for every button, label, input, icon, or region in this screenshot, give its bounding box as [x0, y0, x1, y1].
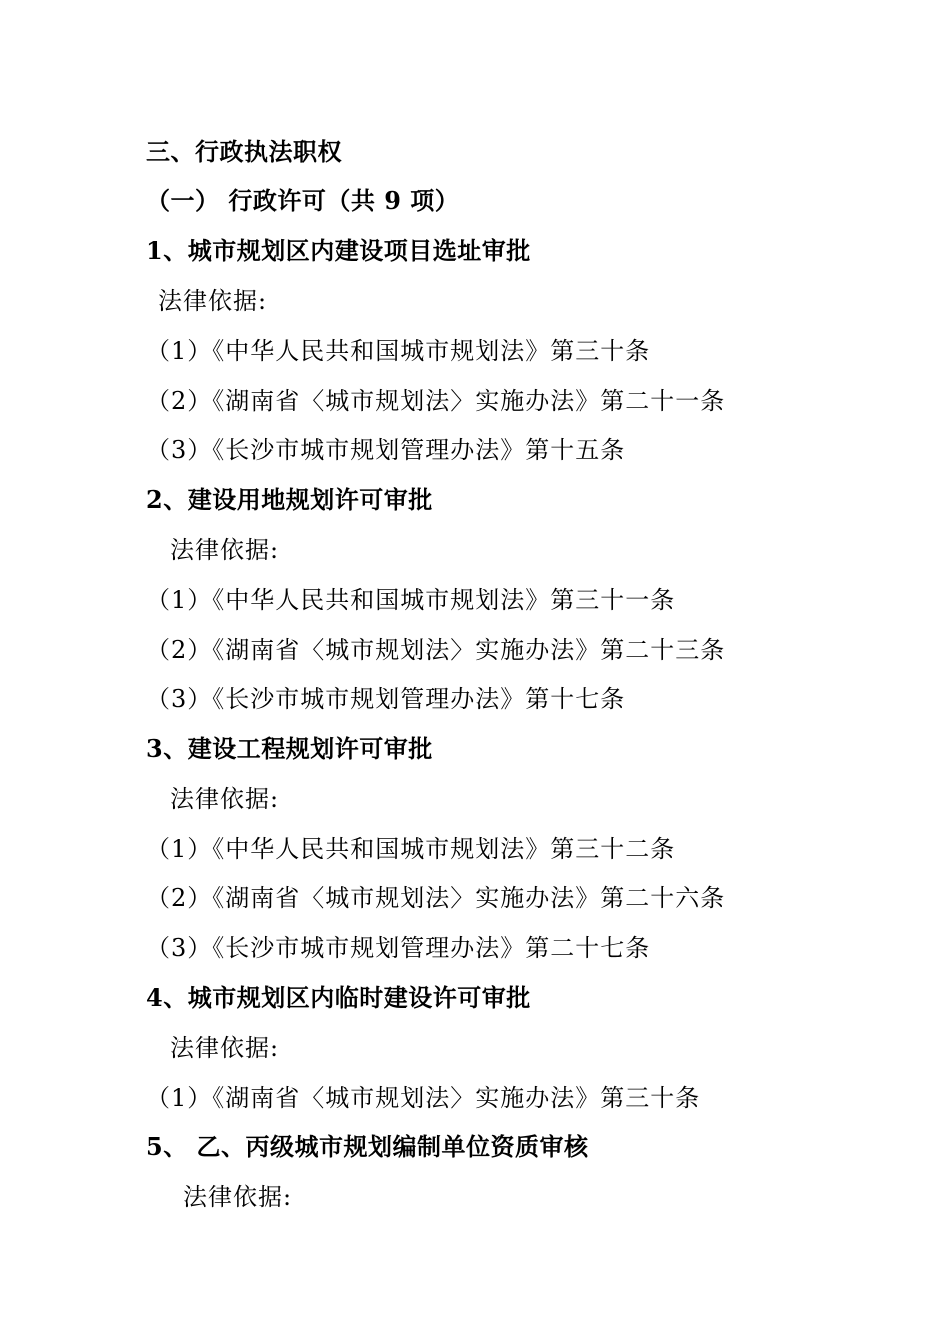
legal-basis-label-3: 法律依据:	[170, 785, 280, 813]
legal-basis-entry: （3）《长沙市城市规划管理办法》第二十七条	[146, 934, 651, 962]
legal-basis-entry: （1）《湖南省〈城市规划法〉实施办法》第三十条	[146, 1084, 701, 1112]
legal-basis-label-2: 法律依据:	[170, 536, 280, 564]
legal-basis-label-5: 法律依据:	[183, 1183, 293, 1211]
item-heading-5: 5、 乙、丙级城市规划编制单位资质审核	[146, 1132, 589, 1161]
item-heading-3: 3、建设工程规划许可审批	[146, 734, 433, 763]
legal-basis-entry: （1）《中华人民共和国城市规划法》第三十二条	[146, 835, 676, 863]
legal-basis-label-4: 法律依据:	[170, 1034, 280, 1062]
item-heading-2: 2、建设用地规划许可审批	[146, 485, 433, 514]
legal-basis-entry: （3）《长沙市城市规划管理办法》第十五条	[146, 436, 626, 464]
legal-basis-entry: （2）《湖南省〈城市规划法〉实施办法》第二十一条	[146, 387, 726, 415]
subsection-title: （一） 行政许可（共 9 项）	[146, 186, 460, 215]
item-heading-4: 4、城市规划区内临时建设许可审批	[146, 983, 531, 1012]
legal-basis-entry: （1）《中华人民共和国城市规划法》第三十一条	[146, 586, 676, 614]
legal-basis-label-1: 法律依据:	[158, 287, 268, 315]
section-title: 三、行政执法职权	[146, 137, 342, 166]
legal-basis-entry: （2）《湖南省〈城市规划法〉实施办法》第二十三条	[146, 636, 726, 664]
item-heading-1: 1、城市规划区内建设项目选址审批	[146, 236, 531, 265]
legal-basis-entry: （1）《中华人民共和国城市规划法》第三十条	[146, 337, 651, 365]
legal-basis-entry: （2）《湖南省〈城市规划法〉实施办法》第二十六条	[146, 884, 726, 912]
legal-basis-entry: （3）《长沙市城市规划管理办法》第十七条	[146, 685, 626, 713]
